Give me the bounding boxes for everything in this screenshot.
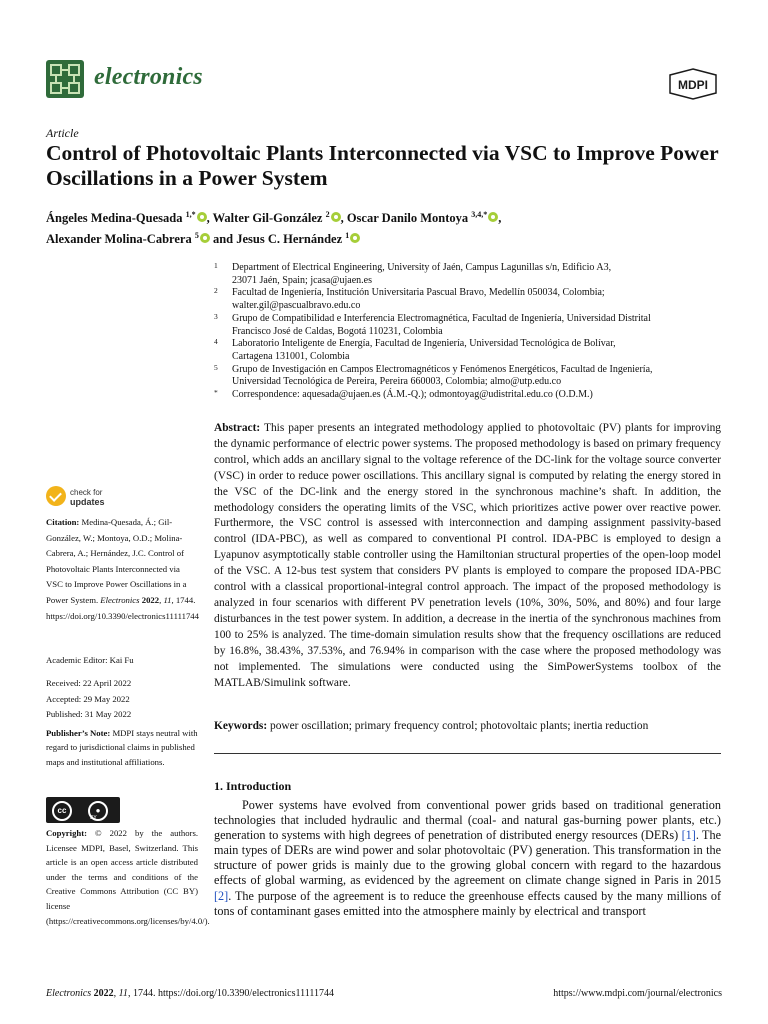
affiliation-number: 2 [214,286,218,296]
abstract [214,421,721,691]
affiliation-line: 23071 Jaén, Spain; jcasa@ujaen.es [232,274,373,286]
affiliation-line: Facultad de Ingeniería, Institución Universitaria Pascual Bravo, Medellín 050034, Colombia; [232,287,605,299]
reference-link-1[interactable]: [1] [681,828,696,843]
footer-year: 2022 [91,988,114,999]
copyright-notice [46,826,210,928]
mdpi-logo-text: MDPI [678,78,708,92]
affiliations [214,262,724,402]
affiliation-item [214,364,724,389]
attribution-person-icon: ● [88,801,108,821]
orcid-icon[interactable] [488,212,498,222]
citation-text: Medina-Quesada, Á.; Gil-González, W.; Montoya, O.D.; Molina-Cabrera, A.; Hernández, J.C. Control of Photovoltaic Plants Interconnected via VSC to Improve Power Oscillations in a Power System. [46,517,187,605]
author-name: Ángeles Medina-Quesada [46,211,183,226]
accepted-date: Accepted: 29 May 2022 [46,693,130,704]
affiliation-line: Grupo de Investigación en Campos Electromagnéticos y Fenómenos Energéticos, Facultad de Ingeniería, [232,363,653,375]
affiliation-number: * [214,388,218,398]
footer-journal-url[interactable]: https://www.mdpi.com/journal/electronics [553,988,722,999]
affiliation-number: 4 [214,337,218,347]
check-updates-line1: check for [70,488,103,497]
journal-name: electronics [94,64,203,90]
academic-editor: Academic Editor: Kai Fu [46,655,134,665]
received-date: Received: 22 April 2022 [46,678,132,688]
footer-citation [46,988,334,999]
affiliation-line: Grupo de Compatibilidad e Interferencia Electromagnética, Facultad de Ingeniería, Universidad Distrital [232,312,651,324]
introduction-paragraph [214,798,721,919]
citation-doi: , 1744. https://doi.org/10.3390/electronics11111744 [46,594,199,621]
electronics-journal-logo [46,60,84,98]
affiliation-item [214,338,724,363]
citation-block [46,515,198,624]
affiliation-item [214,389,724,402]
footer-volume: , 11 [113,988,128,999]
check-updates-line2: updates [70,497,105,507]
affiliation-line: Francisco José de Caldas, Bogotá 110231, Colombia [232,325,443,337]
affiliation-number: 5 [214,362,218,372]
abstract-label: Abstract: [214,422,261,434]
citation-label: Citation: [46,517,80,527]
check-updates-icon [46,486,66,506]
published-date: Published: 31 May 2022 [46,709,132,720]
author-affiliation-marker: 5 [194,231,199,241]
cc-icon: cc [52,801,72,821]
author-separator: , [498,211,502,226]
author-separator: , [206,211,213,226]
intro-text-3: . The purpose of the agreement is to reduce the greenhouse effects caused by the many millions of tons of contaminant gases emitted into the atmosphere mainly by electrical and transport [214,888,721,918]
citation-journal: Electronics [100,594,140,605]
affiliation-item [214,313,724,338]
footer-doi: , 1744. https://doi.org/10.3390/electronics11111744 [127,988,335,999]
affiliation-line: Universidad Tecnológica de Pereira, Pereira 660003, Colombia; almo@utp.edu.co [232,376,562,388]
citation-year: 2022 [139,594,160,605]
keywords-divider [214,753,721,754]
keywords [214,719,721,735]
copyright-label: Copyright: [46,828,88,838]
author-name: Jesus C. Hernández [236,232,343,247]
publisher-note-text: MDPI stays neutral with regard to jurisdictional claims in published maps and institutional affiliations. [46,728,198,767]
orcid-icon[interactable] [350,233,360,243]
affiliation-line: Cartagena 131001, Colombia [232,350,350,362]
author-affiliation-marker: 1,* [185,210,196,219]
affiliation-item [214,262,724,287]
affiliation-line: Department of Electrical Engineering, University of Jaén, Campus Lagunillas s/n, Edificio A3, [232,262,612,273]
abstract-text: This paper presents an integrated methodology applied to photovoltaic (PV) plants for improving the dynamic performance of electric power systems. The proposed methodology is based on primary frequency control, which adds an ancillary signal to the voltage reference of the DC-link for the voltage source converter (VSC) in order to reduce power oscillations. This ancillary signal is computed by relating the energy stored in the VSC of the DC-link and the energy stored in the synchronous machine’s shaft. In addition, the methodology considers the operating limits of the VSC, which prioritizes active power over reactive power. Furthermore, the VSC control is assessed with interconnection and damping assignment passivity-based control (IDA-PBC), as well as compared to conventional PI control. IDA-PBC is employed to design a Lyapunov asymptotically stable controller using the Hamiltonian structural properties of the open-loop model of the VSC. A 12-bus test system that considers PV plants is employed to compare the proposed IDA-PBC control with a classical proportional-integral control approach. The impact of the proposed methodology is analyzed in four scenarios with different PV penetration levels (10%, 30%, 50%, and 80%) and four large disturbances in the test power system. In addition, a decrease in the inertia of the synchronous machines from 100 to 25% is analyzed. The time-domain simulation results show that the frequency oscillations are reduced by 16.8%, 38.43%, 37.53%, and 76.94% in comparison with the case where the proposed methodology was not implemented. The simulations were conducted using the SimPowerSystems toolbox of the MATLAB/Simulink software. [214,422,721,689]
author-affiliation-marker: 2 [325,210,330,219]
orcid-icon[interactable] [331,212,341,222]
creative-commons-by-badge[interactable] [46,797,120,823]
author-name: Alexander Molina-Cabrera [46,232,192,247]
publisher-note [46,726,198,769]
affiliation-number: 3 [214,311,218,321]
publication-dates [46,676,198,723]
author-affiliation-marker: 1 [345,231,350,241]
author-separator: , [340,211,347,226]
check-for-updates-button[interactable] [46,486,156,512]
citation-volume: , 11 [159,594,172,605]
section-heading-introduction: 1. Introduction [214,779,292,793]
author-affiliation-marker: 3,4,* [471,210,488,219]
author-name: Walter Gil-González [212,211,323,226]
affiliation-item [214,287,724,312]
orcid-icon[interactable] [197,212,207,222]
affiliation-line: walter.gil@pascualbravo.edu.co [232,300,361,312]
affiliation-number: 1 [214,261,218,270]
footer-journal: Electronics [46,988,92,999]
article-type: Article [46,126,79,140]
article-title: Control of Photovoltaic Plants Interconnected via VSC to Improve Power Oscillations in a Power System [46,141,719,190]
author-list [46,206,726,248]
author-separator: and [209,232,237,247]
keywords-text: power oscillation; primary frequency control; photovoltaic plants; inertia reduction [267,720,649,732]
publisher-note-label: Publisher’s Note: [46,728,111,738]
intro-text-2: . The main types of DERs are wind power and solar photovoltaic (PV) generation. This transformation in the structure of power grids is mainly due to the growing global concern with regard to the hazardous effects of global warming, as evidenced by the agreement on climate change signed in Paris in 2015 [214,828,721,888]
keywords-label: Keywords: [214,720,268,732]
copyright-text: © 2022 by the authors. Licensee MDPI, Basel, Switzerland. This article is an open access article distributed under the terms and conditions of the Creative Commons Attribution (CC BY) license (https://creativecommons.org/licenses/by/4.0/). [46,828,210,926]
orcid-icon[interactable] [200,233,210,243]
cc-by-label: BY [90,815,97,821]
affiliation-line: Laboratorio Inteligente de Energía, Facultad de Ingeniería, Universidad Tecnológica de Bolívar, [232,338,616,350]
mdpi-logo [666,68,720,100]
author-name: Oscar Danilo Montoya [346,211,469,226]
reference-link-2[interactable]: [2] [214,888,229,903]
intro-text-1: Power systems have evolved from conventional power grids based on traditional generation technologies that included hydraulic and thermal (coal- and natural gas-burning power plants, etc.) generation to systems with high degrees of penetration of distributed energy resources (DERs) [214,798,721,843]
affiliation-line: Correspondence: aquesada@ujaen.es (Á.M.-Q.); odmontoyag@udistrital.edu.co (O.D.M.) [232,389,593,401]
